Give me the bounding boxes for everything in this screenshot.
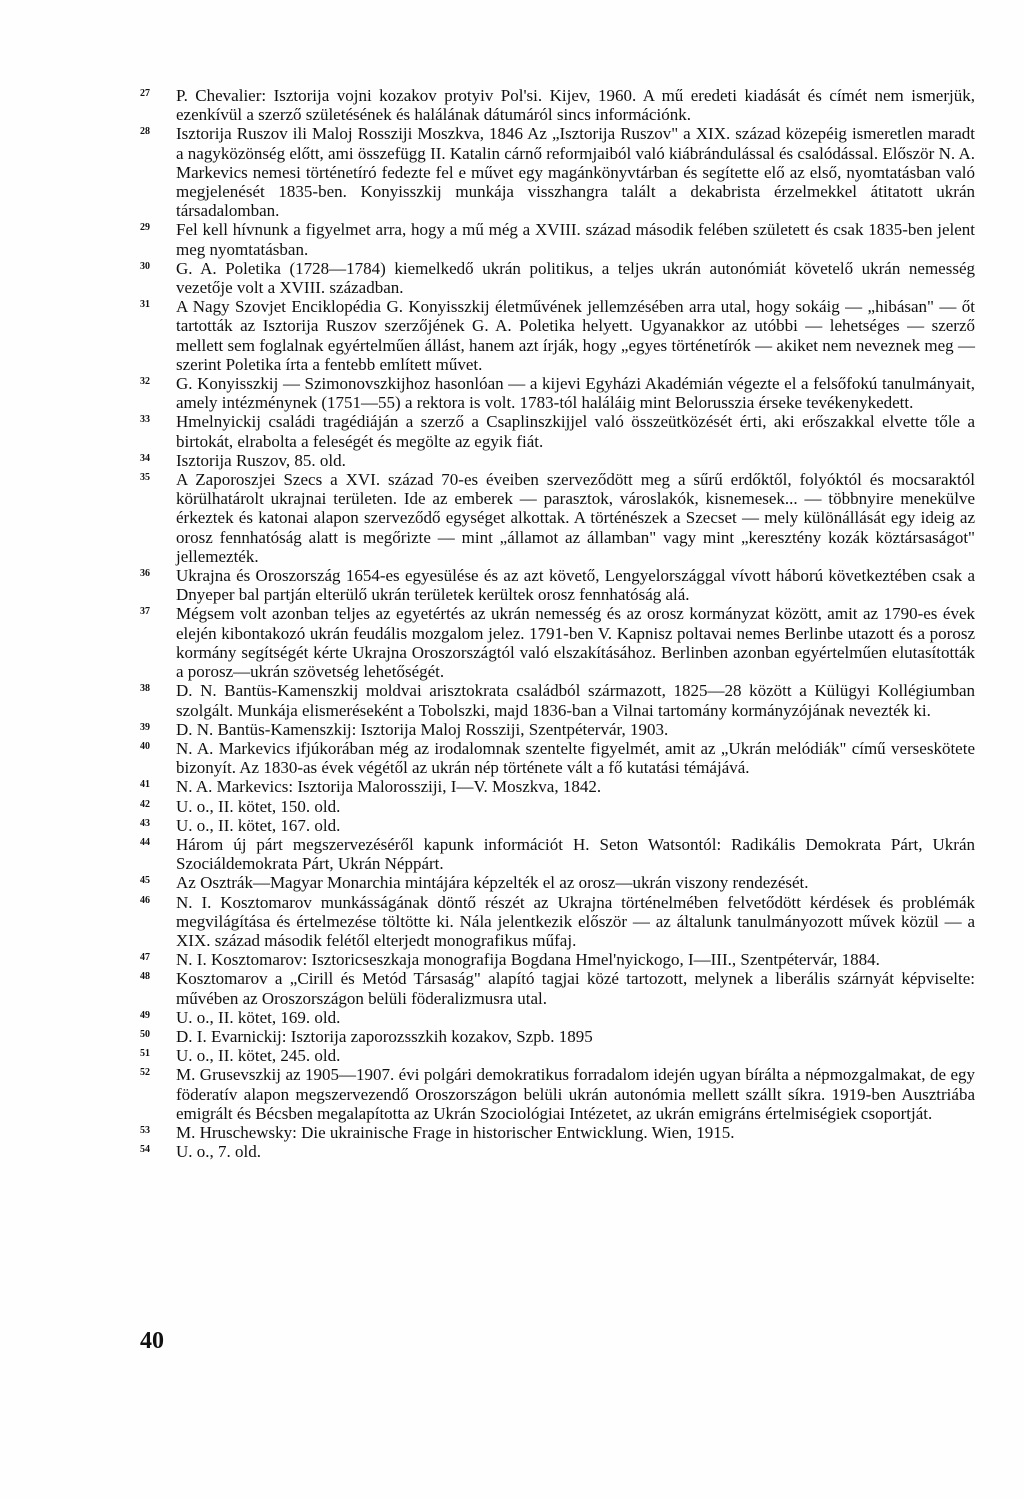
footnote-text: G. Konyisszkij — Szimonovszkijhoz hasonlóan — a kijevi Egyházi Akadémián végezte el a felsőfokú tanulmányait, amely intézménynek (1751—55) a rektora is volt. 1783-tól haláláig mint Belorusszia érseke tevékenykedett.: [176, 374, 975, 413]
footnote-number: 35: [140, 472, 150, 484]
footnote: [140, 86, 975, 124]
footnote-number: 37: [140, 606, 150, 618]
footnote-number: 53: [140, 1124, 150, 1136]
footnote-number: 42: [140, 798, 150, 810]
footnote-number: 33: [140, 414, 150, 426]
footnote: [140, 566, 975, 604]
footnote-number: 39: [140, 721, 150, 733]
page-number: 40: [140, 1328, 164, 1354]
footnote-number: 52: [140, 1067, 150, 1079]
footnote: [140, 1065, 975, 1123]
footnote-number: 46: [140, 894, 150, 906]
footnote: [140, 604, 975, 681]
footnote: [140, 412, 975, 450]
footnote-number: 48: [140, 971, 150, 983]
footnote-text: Kosztomarov a „Cirill és Metód Társaság" alapító tagjai közé tartozott, melynek a liberális szárnyát képviselte: művében az Oroszországon belüli föderalizmusra utal.: [176, 969, 975, 1008]
footnote-text: M. Grusevszkij az 1905—1907. évi polgári demokratikus forradalom idején ugyan bírálta a népmozgalmakat, de egy föderatív alapon megszervezendő Oroszországon belüli ukrán autonómia mellett szállt síkra. 1919-ben Ausztriába emigrált és Bécsben megalapította az Ukrán Szociológiai Intézetet, az ukrán emigráns értelmiségiek csoportját.: [176, 1065, 975, 1123]
footnote-text: N. A. Markevics ifjúkorában még az irodalomnak szentelte figyelmét, amit az „Ukrán melódiák" című verseskötete bizonyít. Az 1830-as évek végétől az ukrán nép története vált a fő kutatási témájává.: [176, 738, 975, 778]
footnote-text: U. o., 7. old.: [176, 1142, 261, 1162]
footnote-number: 34: [140, 452, 150, 464]
footnote: [140, 950, 975, 969]
footnote-text: Az Osztrák—Magyar Monarchia mintájára képzelték el az orosz—ukrán viszony rendezését.: [176, 873, 809, 893]
footnote-text: A Nagy Szovjet Enciklopédia G. Konyisszkij életművének jellemzésében arra utal, hogy sokáig — „hibásan" — őt tartották az Isztorija Ruszov szerzőjének G. A. Poletika helyett. Ugyanakkor az utóbbi — lehetséges — szerző mellett sem foglalnak egyértelműen állást, hanem azt írják, hogy „egyes történetírók — akiket nem neveznek meg — szerint Poletika írta a fentebb említett művet.: [176, 297, 975, 374]
footnote-text: A Zaporoszjei Szecs a XVI. század 70-es éveiben szerveződött meg a sűrű erdőktől, folyóktól és mocsaraktól körülhatárolt ukrajnai területen. Ide az emberek — parasztok, városlakók, kisnemesek... — többnyire menekülve érkeztek és katonai alapon szerveződő egységet alkottak. A történészek a Szecset — mely különállását egy ideig az orosz fennhatóság alatt is megőrizte — mint „államot az államban" vagy mint „keresztény kozák köztársaságot" jellemezték.: [176, 470, 975, 566]
footnote-text: Három új párt megszervezéséről kapunk információt H. Seton Watsontól: Radikális Demokrata Párt, Ukrán Szociáldemokrata Párt, Ukrán Néppárt.: [176, 834, 975, 874]
footnote: [140, 816, 975, 835]
footnote-text: Mégsem volt azonban teljes az egyetértés az ukrán nemesség és az orosz kormányzat között, amit az 1790-es évek elején kibontakozó ukrán feudális mozgalom jelez. 1791-ben V. Kapnisz poltavai nemes Berlinbe utazott és a porosz kormány segítségét kérte Ukrajna Oroszországtól való elszakításához. Berlinben azonban egyértelműen elutasították a porosz—ukrán szövetség lehetőségét.: [176, 604, 975, 682]
footnote: [140, 777, 975, 796]
footnote: [140, 1008, 975, 1027]
footnote-text: Fel kell hívnunk a figyelmet arra, hogy a mű még a XVIII. század második felében született és csak 1835-ben jelent meg nyomtatásban.: [176, 220, 975, 259]
footnote-text: D. I. Evarnickij: Isztorija zaporozsszkih kozakov, Szpb. 1895: [176, 1026, 593, 1046]
footnote: [140, 220, 975, 258]
footnote: [140, 797, 975, 816]
footnote-text: Hmelnyickij családi tragédiáján a szerző a Csaplinszkijjel való összeütközését érti, aki erőszakkal elvette tőle a birtokát, elrabolta a feleségét és megölte az egyik fiát.: [176, 412, 975, 451]
footnote: [140, 259, 975, 297]
footnote: [140, 893, 975, 951]
footnote-text: U. o., II. kötet, 169. old.: [176, 1007, 341, 1027]
footnote-number: 50: [140, 1028, 150, 1040]
footnote: [140, 969, 975, 1007]
footnote-number: 36: [140, 568, 150, 580]
footnote-text: Isztorija Ruszov ili Maloj Rossziji Moszkva, 1846 Az „Isztorija Ruszov" a XIX. század közepéig ismeretlen maradt a nagyközönség előtt, ami összefügg II. Katalin cárnő reformjaiból való kiábrándulással és csalódással. Először N. A. Markevics nemesi történetíró fedezte fel e művet egy magánkönyvtárban és segítette elő az első, nyomtatásban való megjelenését 1835-ben. Konyisszkij munkája visszhangra talált a dekabrista érzelmekkel átitatott ukrán társadalomban.: [176, 124, 975, 221]
footnote: [140, 124, 975, 220]
footnote-number: 29: [140, 222, 150, 234]
footnote-number: 44: [140, 836, 150, 848]
footnote-text: N. I. Kosztomarov: Isztoricseszkaja monografija Bogdana Hmel'nyickogo, I—III., Szentpétervár, 1884.: [176, 950, 880, 970]
footnote-number: 49: [140, 1009, 150, 1021]
footnote: [140, 470, 975, 566]
footnote-number: 32: [140, 376, 150, 388]
footnote-number: 54: [140, 1144, 150, 1156]
footnote-text: M. Hruschewsky: Die ukrainische Frage in historischer Entwicklung. Wien, 1915.: [176, 1122, 735, 1142]
footnote: [140, 873, 975, 892]
footnote: [140, 1046, 975, 1065]
footnote-number: 31: [140, 299, 150, 311]
footnotes: [140, 86, 975, 1161]
footnote-text: U. o., II. kötet, 167. old.: [176, 815, 341, 835]
footnote-text: Ukrajna és Oroszország 1654-es egyesülése és az azt követő, Lengyelországgal vívott háború következtében csak a Dnyeper bal partján elterülő ukrán területek kerültek orosz fennhatóság alá.: [176, 566, 975, 605]
footnote-number: 38: [140, 683, 150, 695]
footnote-text: G. A. Poletika (1728—1784) kiemelkedő ukrán politikus, a teljes ukrán autonómiát követelő ukrán nemesség vezetője volt a XVIII. században.: [176, 258, 975, 298]
footnote-text: U. o., II. kötet, 150. old.: [176, 796, 341, 816]
footnote-number: 51: [140, 1048, 150, 1060]
footnote-number: 27: [140, 88, 150, 99]
footnote-number: 28: [140, 126, 150, 138]
footnote-text: D. N. Bantüs-Kamenszkij: Isztorija Maloj Rossziji, Szentpétervár, 1903.: [176, 719, 669, 739]
footnote: [140, 720, 975, 739]
footnote: [140, 451, 975, 470]
footnote: [140, 1142, 975, 1161]
footnote-number: 40: [140, 740, 150, 752]
footnote-number: 45: [140, 875, 150, 887]
footnote-text: P. Chevalier: Isztorija vojni kozakov protyiv Pol'si. Kijev, 1960. A mű eredeti kiadását és címét nem ismerjük, ezenkívül a szerző születésének és halálának dátumáról sincs információnk.: [176, 86, 975, 125]
footnote: [140, 1123, 975, 1142]
footnote: [140, 374, 975, 412]
footnote-text: N. I. Kosztomarov munkásságának döntő részét az Ukrajna történelmében felvetődött kérdések és problémák megvilágítása és értelmezése töltötte ki. Nála jelentkezik először — az általunk tanulmányozott művek közül — a XIX. század második felétől elterjedt monografikus műfaj.: [176, 892, 975, 950]
footnote-text: N. A. Markevics: Isztorija Malorossziji, I—V. Moszkva, 1842.: [176, 777, 602, 797]
footnote-text: Isztorija Ruszov, 85. old.: [176, 450, 346, 470]
footnote: [140, 1027, 975, 1046]
footnote: [140, 297, 975, 374]
footnote: [140, 681, 975, 719]
footnote-number: 43: [140, 817, 150, 829]
footnote-text: D. N. Bantüs-Kamenszkij moldvai arisztokrata családból származott, 1825—28 között a Külügyi Kollégiumban szolgált. Munkája elismeréseként a Tobolszki, majd 1836-ban a Vilnai tartomány kormányzójának nevezték ki.: [176, 681, 975, 720]
footnote-text: U. o., II. kötet, 245. old.: [176, 1046, 341, 1066]
footnote-number: 47: [140, 952, 150, 964]
footnote: [140, 739, 975, 777]
footnote-number: 30: [140, 260, 150, 272]
footnote-number: 41: [140, 779, 150, 791]
footnote: [140, 835, 975, 873]
